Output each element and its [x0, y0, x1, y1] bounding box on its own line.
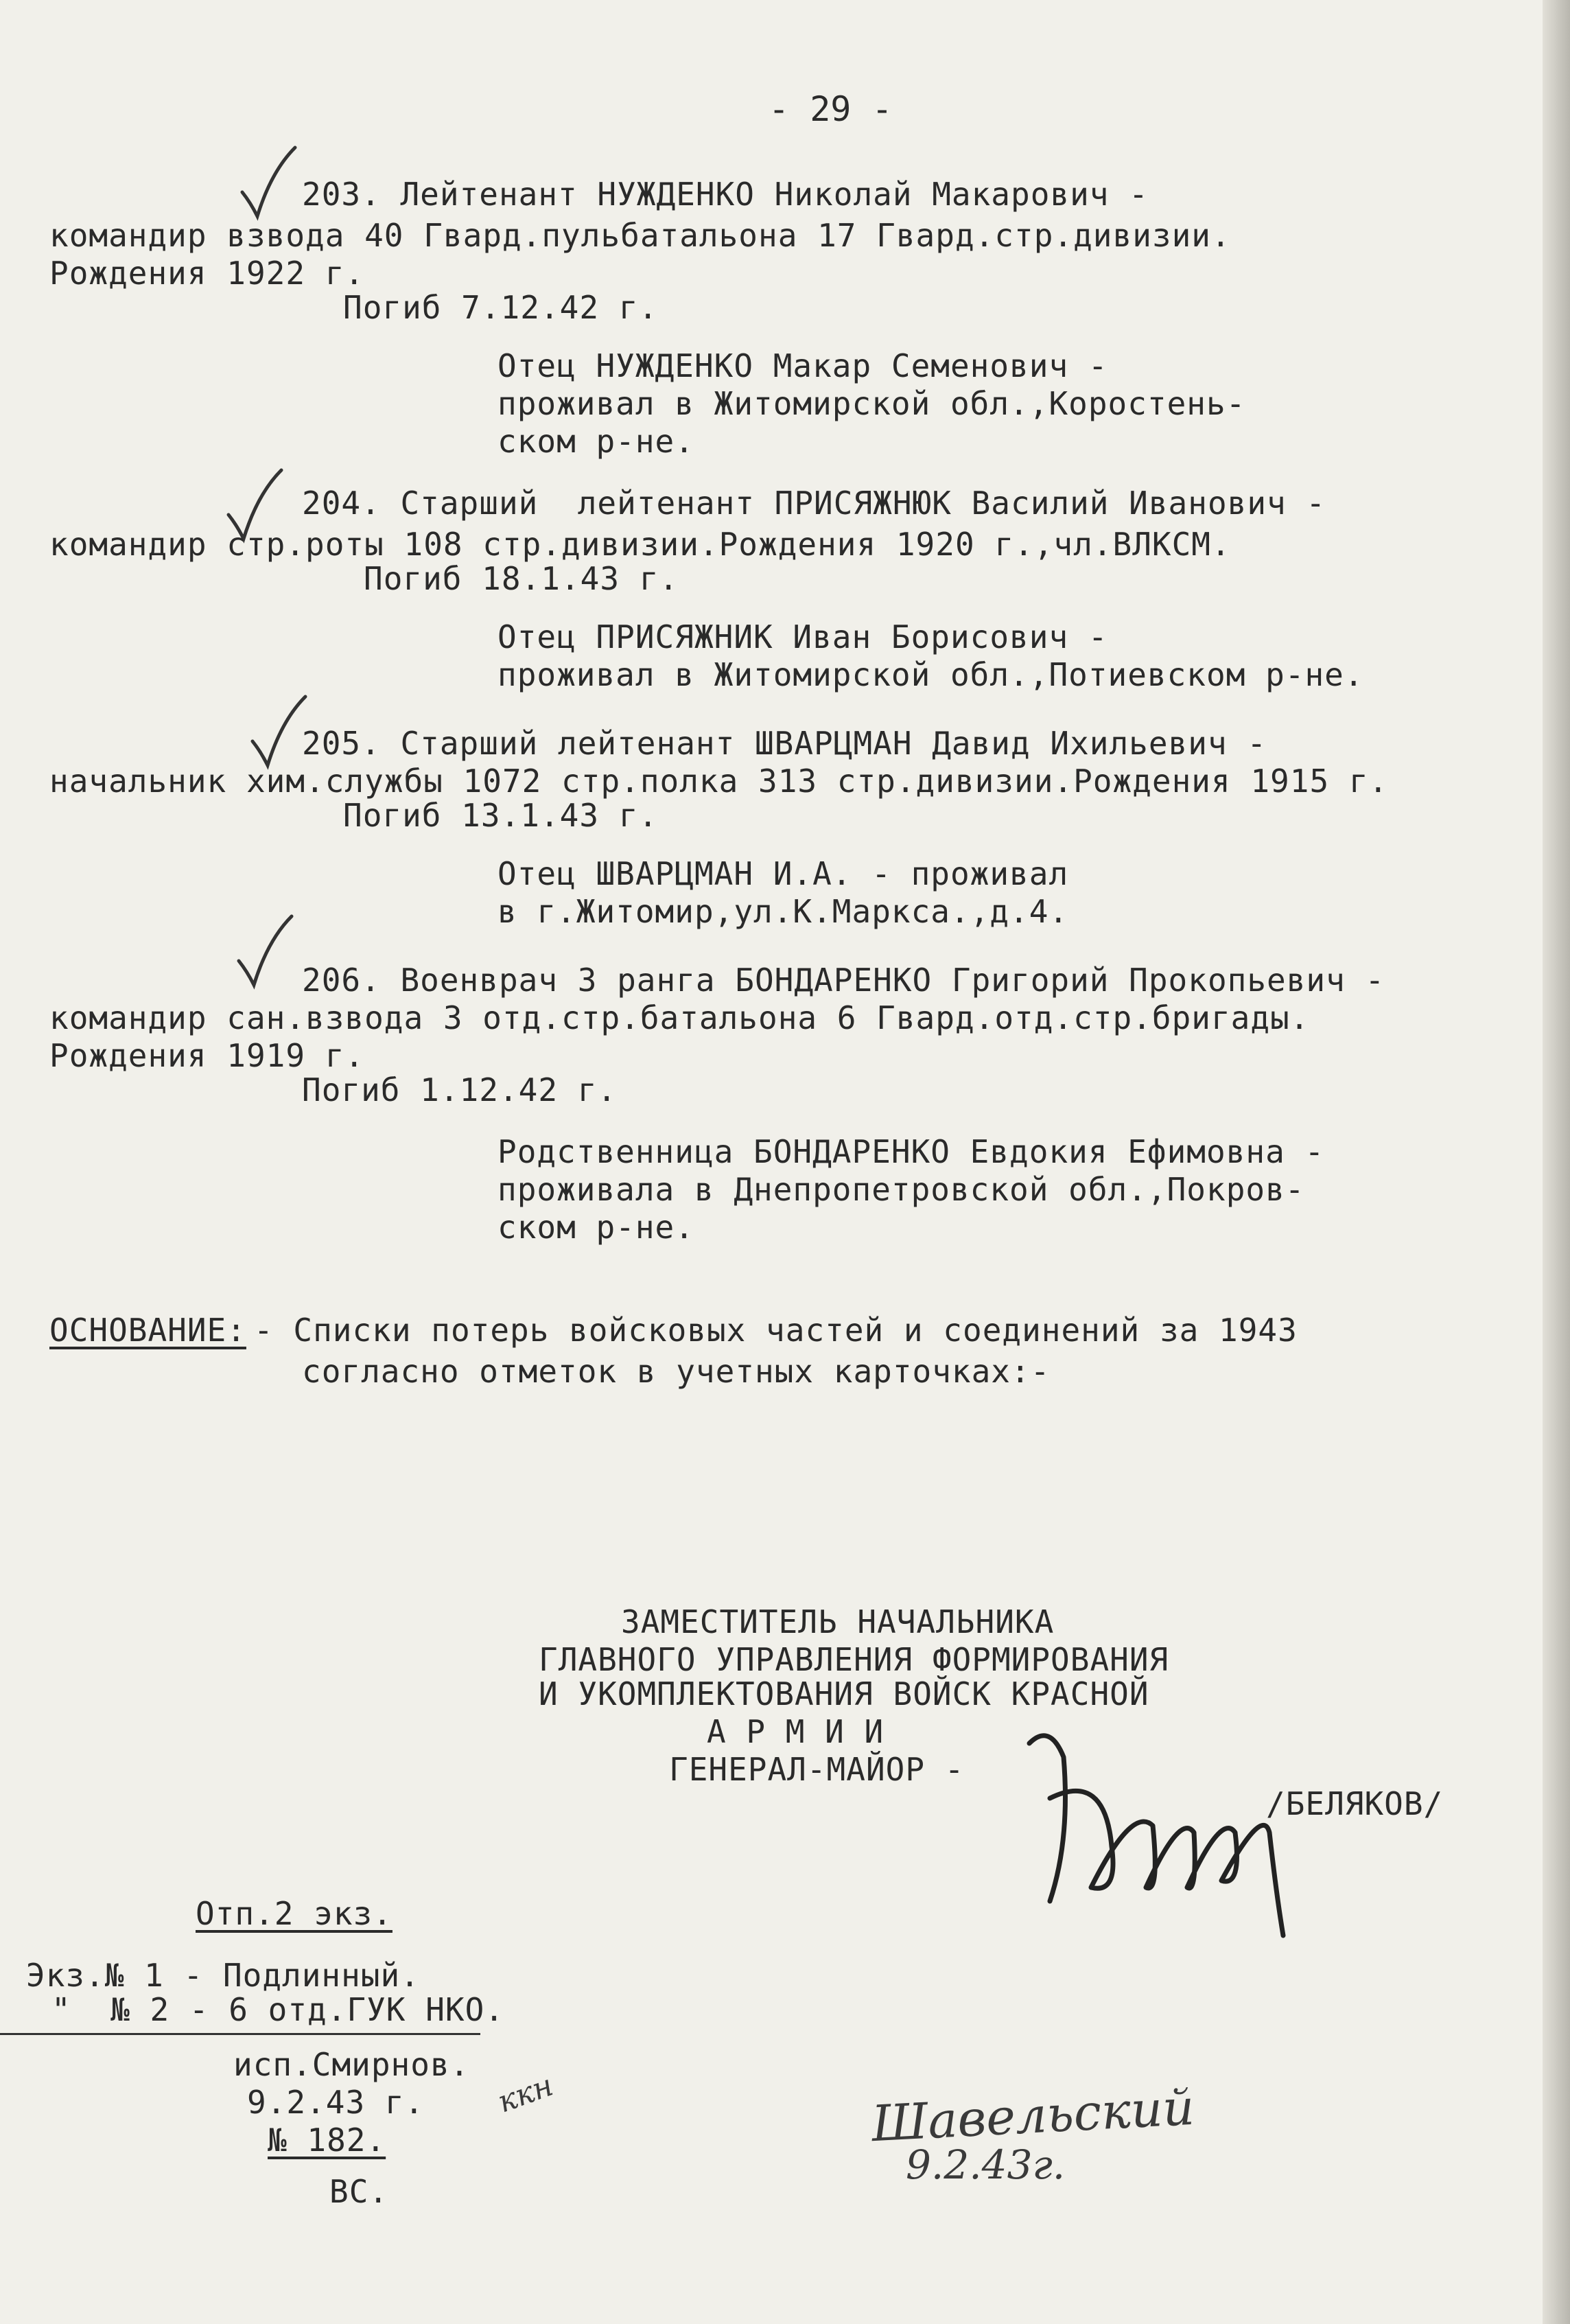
entry-204-death: Погиб 18.1.43 г. — [364, 560, 679, 597]
entry-206-relative-1: Родственница БОНДАРЕНКО Евдокия Ефимовна - — [497, 1133, 1325, 1170]
entry-206-birth: Рождения 1919 г. — [49, 1037, 365, 1074]
entry-203-relative-3: ском р-не. — [497, 423, 694, 460]
entry-204-unit: командир стр.роты 108 стр.дивизии.Рождения 1920 г.,чл.ВЛКСМ. — [49, 526, 1231, 563]
document-number: № 182. — [268, 2122, 386, 2159]
entry-205-relative-2: в г.Житомир,ул.К.Маркса.,д.4. — [497, 893, 1069, 930]
signature-title-3: И УКОМПЛЕКТОВАНИЯ ВОЙСК КРАСНОЙ — [539, 1675, 1149, 1712]
entry-206-relative-3: ском р-не. — [497, 1209, 694, 1246]
entry-203-title: 203. Лейтенант НУЖДЕНКО Николай Макарович - — [302, 176, 1149, 213]
signature-title-2: ГЛАВНОГО УПРАВЛЕНИЯ ФОРМИРОВАНИЯ — [539, 1641, 1169, 1678]
basis-text-2: согласно отметок в учетных карточках:- — [302, 1353, 1051, 1390]
entry-204-relative-1: Отец ПРИСЯЖНИК Иван Борисович - — [497, 618, 1108, 655]
basis-label: ОСНОВАНИЕ: — [49, 1312, 246, 1349]
entry-206-relative-2: проживала в Днепропетровской обл.,Покров- — [497, 1171, 1305, 1208]
entry-205-death: Погиб 13.1.43 г. — [343, 797, 659, 834]
entry-206-unit: командир сан.взвода 3 отд.стр.батальона 6 Гвард.отд.стр.бригады. — [49, 999, 1310, 1036]
general-signature-icon — [988, 1716, 1317, 1942]
signature-title-1: ЗАМЕСТИТЕЛЬ НАЧАЛЬНИКА — [621, 1603, 1055, 1640]
page-edge — [1543, 0, 1570, 2324]
executor: исп.Смирнов. — [233, 2046, 470, 2083]
entry-205-title: 205. Старший лейтенант ШВАРЦМАН Давид Ихильевич - — [302, 725, 1267, 762]
checkmark-icon — [237, 144, 298, 226]
entry-205-unit: начальник хим.службы 1072 стр.полка 313 стр.дивизии.Рождения 1915 г. — [49, 763, 1389, 800]
entry-203-relative-1: Отец НУЖДЕНКО Макар Семенович - — [497, 347, 1108, 384]
entry-203-relative-2: проживал в Житомирской обл.,Коростень- — [497, 385, 1246, 422]
handwritten-signature: Шавельский — [870, 2078, 1196, 2153]
handwritten-date: 9.2.43г. — [906, 2141, 1066, 2188]
entry-204-title: 204. Старший лейтенант ПРИСЯЖНЮК Василий Иванович - — [302, 485, 1326, 522]
signatory-name: /БЕЛЯКОВ/ — [1266, 1785, 1444, 1822]
checkmark-icon — [233, 913, 295, 995]
signature-rank: ГЕНЕРАЛ-МАЙОР - — [669, 1751, 965, 1788]
entry-206-title: 206. Военврач 3 ранга БОНДАРЕНКО Григорий Прокопьевич - — [302, 962, 1385, 999]
copy-1: Экз.№ 1 - Подлинный. — [26, 1957, 420, 1994]
basis-text-1: - Списки потерь войсковых частей и соединений за 1943 — [254, 1312, 1298, 1349]
entry-206-death: Погиб 1.12.42 г. — [302, 1071, 618, 1108]
entry-204-relative-2: проживал в Житомирской обл.,Потиевском р-не. — [497, 656, 1364, 693]
typist-initials: ВС. — [329, 2173, 389, 2210]
footer-divider — [0, 2033, 480, 2035]
signature-title-4: А Р М И И — [707, 1713, 884, 1750]
page-number: - 29 - — [769, 89, 893, 129]
footer-date: 9.2.43 г. — [247, 2084, 425, 2121]
entry-205-relative-1: Отец ШВАРЦМАН И.А. - проживал — [497, 855, 1069, 892]
entry-203-death: Погиб 7.12.42 г. — [343, 289, 659, 326]
entry-203-unit: командир взвода 40 Гвард.пульбатальона 17 Гвард.стр.дивизии. — [49, 217, 1231, 254]
entry-203-birth: Рождения 1922 г. — [49, 255, 365, 292]
copy-2: " № 2 - 6 отд.ГУК НКО. — [51, 1991, 504, 2028]
copies-count: Отп.2 экз. — [196, 1895, 392, 1932]
handwritten-initials: ккн — [493, 2067, 558, 2120]
